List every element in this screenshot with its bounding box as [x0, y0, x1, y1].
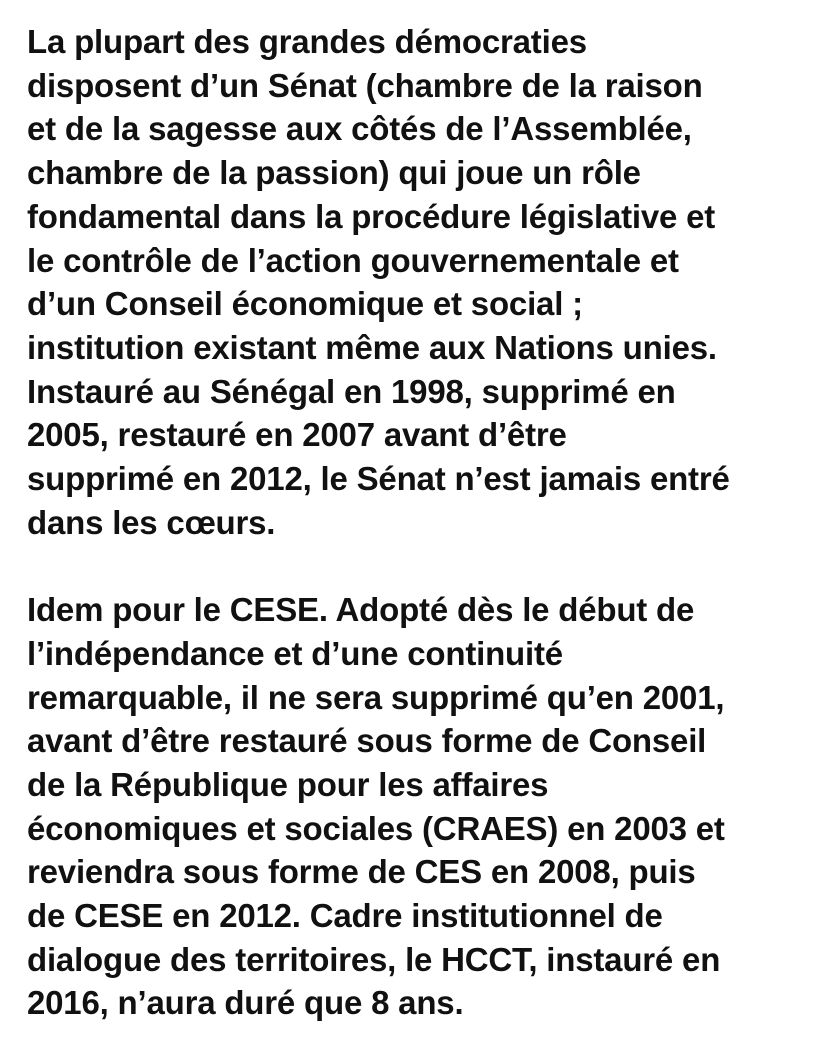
- text-line: disposent d’un Sénat (chambre de la raison: [27, 66, 703, 104]
- text-line: 2016, n’aura duré que 8 ans.: [27, 984, 464, 1022]
- text-line: chambre de la passion) qui joue un rôle: [27, 154, 641, 192]
- text-line: avant d’être restauré sous forme de Conseil: [27, 722, 707, 760]
- text-line: 2005, restauré en 2007 avant d’être: [27, 416, 567, 454]
- text-line: dialogue des territoires, le HCCT, instauré en: [27, 940, 721, 978]
- document-body: [27, 20, 817, 1025]
- text-line: La plupart des grandes démocraties: [27, 23, 587, 60]
- paragraph-cese: [27, 588, 817, 1025]
- text-line: fondamental dans la procédure législative et: [27, 197, 716, 235]
- text-line: institution existant même aux Nations unies.: [27, 328, 717, 366]
- text-line: supprimé en 2012, le Sénat n’est jamais entré: [27, 460, 730, 498]
- text-line: d’un Conseil économique et social ;: [27, 285, 583, 323]
- text-line: économiques et sociales (CRAES) en 2003 et: [27, 809, 725, 847]
- paragraph-senat: [27, 20, 817, 544]
- text-line: et de la sagesse aux côtés de l’Assemblée,: [27, 110, 692, 148]
- text-line: Instauré au Sénégal en 1998, supprimé en: [27, 372, 676, 410]
- paragraph-gap: [27, 544, 817, 588]
- text-line: reviendra sous forme de CES en 2008, puis: [27, 853, 696, 891]
- text-line: l’indépendance et d’une continuité: [27, 634, 563, 672]
- text-line: le contrôle de l’action gouvernementale et: [27, 241, 679, 279]
- text-line: de CESE en 2012. Cadre institutionnel de: [27, 897, 663, 935]
- text-line: de la République pour les affaires: [27, 765, 549, 803]
- text-line: Idem pour le CESE. Adopté dès le début de: [27, 591, 695, 629]
- text-line: dans les cœurs.: [27, 503, 276, 541]
- text-line: remarquable, il ne sera supprimé qu’en 2001,: [27, 678, 725, 716]
